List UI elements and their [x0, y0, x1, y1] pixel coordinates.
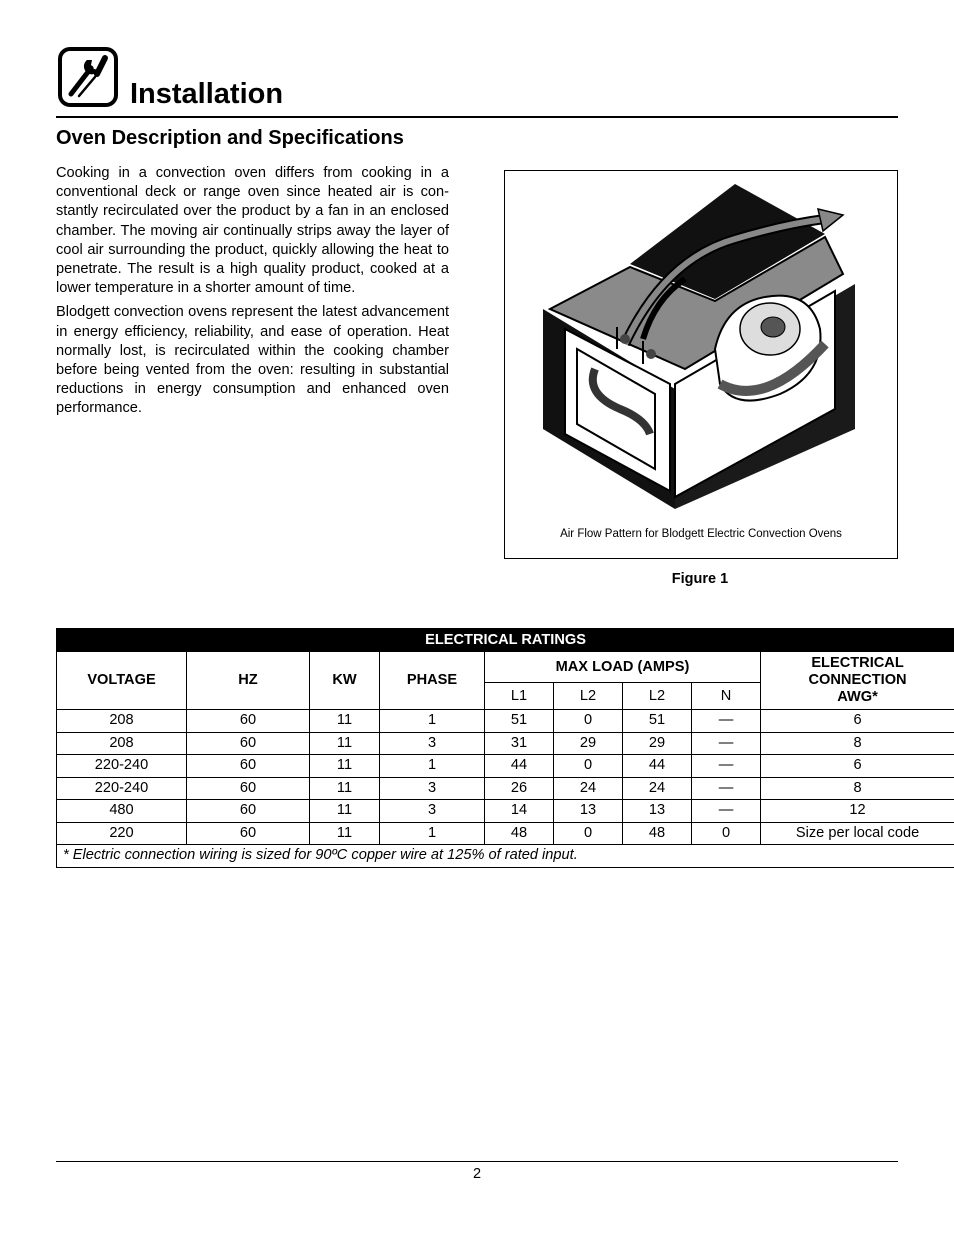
- section-title: Installation: [130, 78, 284, 110]
- table-row: [57, 777, 954, 800]
- table-cell: 12: [761, 800, 954, 823]
- table-cell: 1: [380, 710, 485, 733]
- table-cell: 60: [187, 800, 310, 823]
- table-cell: 11: [310, 777, 380, 800]
- table-cell: 1: [380, 822, 485, 845]
- table-cell: 8: [761, 732, 954, 755]
- table-row: [57, 710, 954, 733]
- table-cell: 11: [310, 710, 380, 733]
- paragraph: Blodgett convection ovens represent the latest advancement in energy efficiency, reliability, and ease of operation. Heat normally lost, is recirculated within the cooking chamber before being vented from the oven: resulting in substantial reductions in energy consumption and enhanced oven performance.: [56, 304, 449, 417]
- table-cell: 0: [554, 755, 623, 778]
- table-cell: —: [692, 755, 761, 778]
- table-cell: 8: [761, 777, 954, 800]
- table-cell: 0: [554, 710, 623, 733]
- table-cell: 0: [554, 822, 623, 845]
- table-cell: 29: [554, 732, 623, 755]
- electrical-ratings-table: [56, 628, 954, 868]
- table-title: ELECTRICAL RATINGS: [57, 629, 954, 652]
- table-cell: 14: [485, 800, 554, 823]
- table-cell: —: [692, 777, 761, 800]
- table-cell: 208: [57, 732, 187, 755]
- table-cell: 60: [187, 777, 310, 800]
- figure-caption: Air Flow Pattern for Blodgett Electric Convection Ovens: [560, 528, 842, 540]
- table-cell: 29: [623, 732, 692, 755]
- table-cell: 51: [623, 710, 692, 733]
- table-cell: 11: [310, 755, 380, 778]
- table-cell: 48: [485, 822, 554, 845]
- subheader-l2: L2: [623, 683, 692, 710]
- figure-box: [504, 170, 898, 559]
- header-voltage: VOLTAGE: [57, 652, 187, 710]
- table-cell: 3: [380, 732, 485, 755]
- table-footnote: * Electric connection wiring is sized for 90ºC copper wire at 125% of rated input.: [57, 845, 954, 868]
- table-cell: 3: [380, 777, 485, 800]
- subheader-n: N: [692, 683, 761, 710]
- table-body: [57, 710, 954, 845]
- subsection-title: Oven Description and Specifications: [56, 127, 404, 149]
- subheader-l1: L1: [485, 683, 554, 710]
- table-cell: 13: [623, 800, 692, 823]
- table-cell: —: [692, 710, 761, 733]
- header-electrical-connection: ELECTRICAL CONNECTION AWG*: [761, 652, 954, 710]
- table-cell: 11: [310, 822, 380, 845]
- table-cell: 24: [554, 777, 623, 800]
- table-row: [57, 755, 954, 778]
- header-max-load: MAX LOAD (AMPS): [485, 652, 761, 683]
- footer-divider: [56, 1161, 898, 1162]
- table-cell: 13: [554, 800, 623, 823]
- table-cell: 220-240: [57, 777, 187, 800]
- table-cell: Size per local code: [761, 822, 954, 845]
- figure-label: Figure 1: [671, 571, 729, 587]
- table-cell: 220-240: [57, 755, 187, 778]
- page-number: 2: [472, 1166, 482, 1182]
- table-cell: 208: [57, 710, 187, 733]
- table-cell: 6: [761, 755, 954, 778]
- paragraph: Cooking in a convection oven differs from cooking in a conventional deck or range oven since heated air is constantly recirculated over the product by a fan in an enclosed chamber. The moving air continually strips away the layer of cool air surrounding the product, quickly allowing the heat to penetrate. The result is a high quality product, cooked at a lower temperature in a shorter amount of time.: [56, 165, 449, 297]
- table-cell: 60: [187, 755, 310, 778]
- table-cell: 51: [485, 710, 554, 733]
- header-hz: HZ: [187, 652, 310, 710]
- body-text: [56, 164, 449, 424]
- table-cell: 44: [623, 755, 692, 778]
- table-cell: 1: [380, 755, 485, 778]
- table-cell: 480: [57, 800, 187, 823]
- header-phase: PHASE: [380, 652, 485, 710]
- title-divider: [56, 116, 898, 118]
- table-cell: —: [692, 732, 761, 755]
- table-row: [57, 732, 954, 755]
- table-cell: 44: [485, 755, 554, 778]
- table-cell: 24: [623, 777, 692, 800]
- table-cell: 3: [380, 800, 485, 823]
- table-cell: 31: [485, 732, 554, 755]
- table-row: [57, 822, 954, 845]
- table-cell: 220: [57, 822, 187, 845]
- wrench-screwdriver-icon: [57, 46, 119, 108]
- table-cell: 11: [310, 800, 380, 823]
- oven-airflow-illustration: [525, 179, 885, 519]
- table-cell: 60: [187, 822, 310, 845]
- table-cell: 60: [187, 732, 310, 755]
- table-cell: 6: [761, 710, 954, 733]
- table-cell: 26: [485, 777, 554, 800]
- table-cell: 48: [623, 822, 692, 845]
- table-cell: 0: [692, 822, 761, 845]
- subheader-l2: L2: [554, 683, 623, 710]
- table-cell: 11: [310, 732, 380, 755]
- table-cell: —: [692, 800, 761, 823]
- header-kw: KW: [310, 652, 380, 710]
- table-cell: 60: [187, 710, 310, 733]
- table-row: [57, 800, 954, 823]
